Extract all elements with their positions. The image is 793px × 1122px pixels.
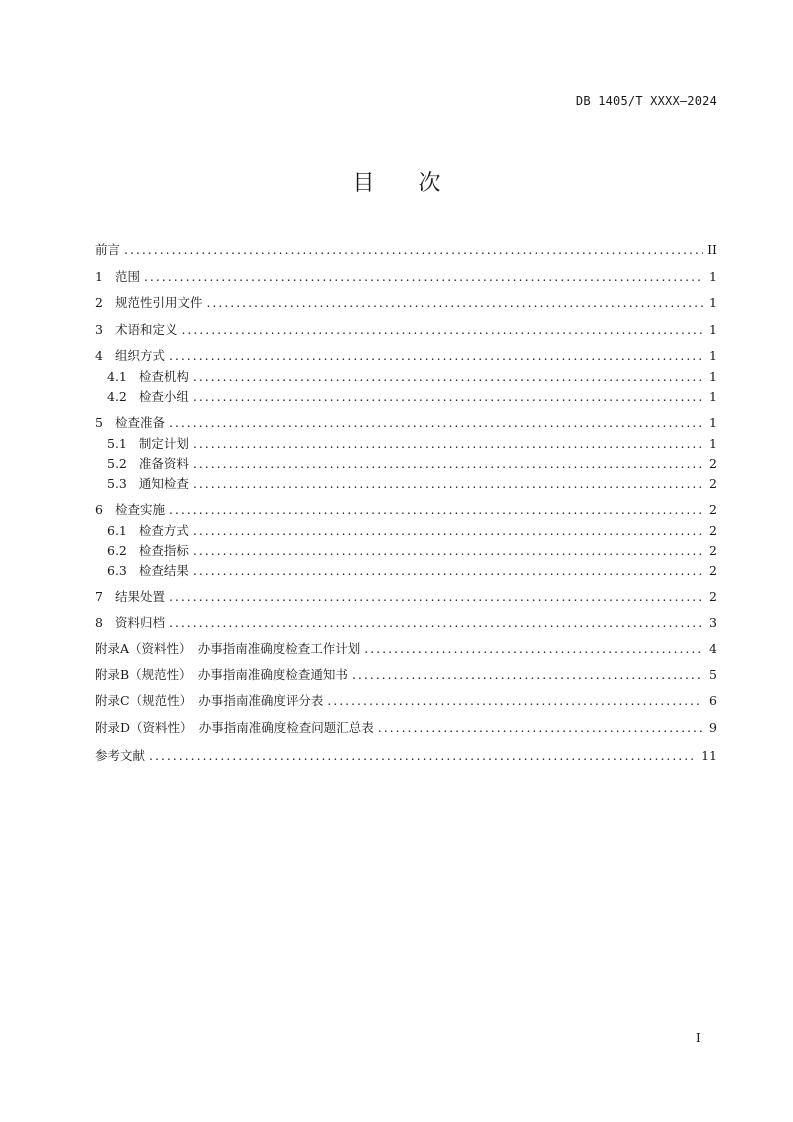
toc-entry[interactable] xyxy=(95,321,717,339)
toc-entry-page: 2 xyxy=(709,589,717,604)
toc-entry[interactable] xyxy=(107,435,717,453)
toc-leader-dots xyxy=(352,666,703,684)
toc-entry-page: 1 xyxy=(709,369,717,384)
toc-entry-page: 1 xyxy=(709,389,717,404)
toc-entry[interactable] xyxy=(95,640,717,658)
toc-entry-label: 资料归档 xyxy=(114,615,165,630)
toc-entry-number: 3 xyxy=(95,322,103,337)
toc-entry-number: 8 xyxy=(95,615,103,630)
toc-entry[interactable] xyxy=(95,719,717,737)
toc-entry-number: 6.2 xyxy=(107,543,127,558)
toc-leader-dots xyxy=(181,321,703,339)
toc-entry-number: 4 xyxy=(95,348,103,363)
toc-entry-label: 附录C（规范性） 办事指南准确度评分表 xyxy=(95,693,324,708)
toc-leader-dots xyxy=(169,347,703,365)
toc-entry-number: 4.2 xyxy=(107,389,127,404)
toc-leader-dots xyxy=(169,414,703,432)
toc-entry[interactable] xyxy=(107,522,717,540)
toc-leader-dots xyxy=(193,388,703,406)
toc-entry-page: 2 xyxy=(709,543,717,558)
toc-entry-page: 1 xyxy=(709,322,717,337)
toc-entry-page: 2 xyxy=(709,523,717,538)
toc-entry-page: 11 xyxy=(701,748,717,763)
toc-title: 目次 xyxy=(352,171,485,196)
toc-leader-dots xyxy=(327,692,703,710)
toc-entry-page: 2 xyxy=(709,563,717,578)
toc-entry-label: 检查方式 xyxy=(138,523,189,538)
toc-entry[interactable] xyxy=(107,455,717,473)
toc-entry[interactable] xyxy=(95,614,717,632)
toc-entry-number: 5 xyxy=(95,415,103,430)
toc-leader-dots xyxy=(193,435,703,453)
toc-entry[interactable] xyxy=(95,692,717,710)
toc-entry-number: 2 xyxy=(95,295,103,310)
toc-leader-dots xyxy=(169,588,703,606)
toc-entry-number: 6 xyxy=(95,502,103,517)
toc-entry-page: 4 xyxy=(709,641,717,656)
toc-entry-label: 组织方式 xyxy=(114,348,165,363)
toc-leader-dots xyxy=(364,640,703,658)
toc-entry[interactable] xyxy=(95,268,717,286)
toc-entry-page: II xyxy=(707,242,717,257)
toc-leader-dots xyxy=(193,522,703,540)
toc-entry-label: 附录D（资料性） 办事指南准确度检查问题汇总表 xyxy=(95,720,374,735)
toc-entry-label: 参考文献 xyxy=(95,748,146,763)
toc-entry[interactable] xyxy=(107,388,717,406)
toc-entry[interactable] xyxy=(107,368,717,386)
toc-leader-dots xyxy=(378,719,703,737)
toc-entry-number: 6.3 xyxy=(107,563,127,578)
toc-entry-number: 4.1 xyxy=(107,369,127,384)
toc-leader-dots xyxy=(193,455,703,473)
toc-entry-label: 范围 xyxy=(114,269,140,284)
toc-entry[interactable] xyxy=(95,666,717,684)
toc-entry-number: 5.1 xyxy=(107,436,127,451)
toc-entry-label: 附录B（规范性） 办事指南准确度检查通知书 xyxy=(95,667,348,682)
toc-leader-dots xyxy=(144,268,703,286)
toc-entry-page: 5 xyxy=(709,667,717,682)
toc-leader-dots xyxy=(193,542,703,560)
toc-entry-label: 结果处置 xyxy=(114,589,165,604)
toc-entry-label: 通知检查 xyxy=(138,476,189,491)
toc-entry[interactable] xyxy=(95,294,717,312)
toc-entry-page: 2 xyxy=(709,502,717,517)
toc-leader-dots xyxy=(206,294,703,312)
toc-leader-dots xyxy=(124,241,703,259)
toc-entry[interactable] xyxy=(95,588,717,606)
toc-leader-dots xyxy=(193,562,703,580)
toc-entry-page: 9 xyxy=(709,720,717,735)
toc-entry-label: 检查准备 xyxy=(114,415,165,430)
toc-entry[interactable] xyxy=(95,501,717,519)
toc-entry[interactable] xyxy=(95,347,717,365)
toc-entry-page: 2 xyxy=(709,476,717,491)
toc-entry-label: 规范性引用文件 xyxy=(114,295,203,310)
toc-entry-page: 1 xyxy=(709,295,717,310)
toc-entry-label: 检查实施 xyxy=(114,502,165,517)
toc-leader-dots xyxy=(149,747,697,765)
page-number: I xyxy=(696,1031,701,1045)
toc-entry-label: 检查结果 xyxy=(138,563,189,578)
toc-entry-number: 6.1 xyxy=(107,523,127,538)
toc-entry-page: 1 xyxy=(709,348,717,363)
toc-entry-page: 1 xyxy=(709,269,717,284)
toc-entry[interactable] xyxy=(107,562,717,580)
standard-code: DB 1405/T XXXX—2024 xyxy=(575,94,717,108)
toc-entry-label: 检查小组 xyxy=(138,389,189,404)
toc-entry-label: 前言 xyxy=(95,242,121,257)
toc-leader-dots xyxy=(193,368,703,386)
toc-entry-number: 1 xyxy=(95,269,103,284)
toc-entry-label: 检查指标 xyxy=(138,543,189,558)
toc-entry-number: 7 xyxy=(95,589,103,604)
toc-entry[interactable] xyxy=(95,414,717,432)
toc-entry-page: 6 xyxy=(709,693,717,708)
toc-entry-label: 准备资料 xyxy=(138,456,189,471)
toc-leader-dots xyxy=(193,475,703,493)
toc-entry[interactable] xyxy=(95,747,717,765)
toc-entry-number: 5.2 xyxy=(107,456,127,471)
toc-leader-dots xyxy=(169,614,703,632)
toc-entry-page: 3 xyxy=(709,615,717,630)
toc-entry[interactable] xyxy=(107,475,717,493)
toc-entry[interactable] xyxy=(107,542,717,560)
toc-entry[interactable] xyxy=(95,241,717,259)
toc-entry-page: 1 xyxy=(709,415,717,430)
toc-entry-label: 制定计划 xyxy=(138,436,189,451)
toc-entry-page: 1 xyxy=(709,436,717,451)
toc-entry-page: 2 xyxy=(709,456,717,471)
toc-entry-label: 检查机构 xyxy=(138,369,189,384)
toc-entry-label: 附录A（资料性） 办事指南准确度检查工作计划 xyxy=(95,641,361,656)
toc-entry-label: 术语和定义 xyxy=(114,322,178,337)
toc-leader-dots xyxy=(169,501,703,519)
toc-entry-number: 5.3 xyxy=(107,476,127,491)
